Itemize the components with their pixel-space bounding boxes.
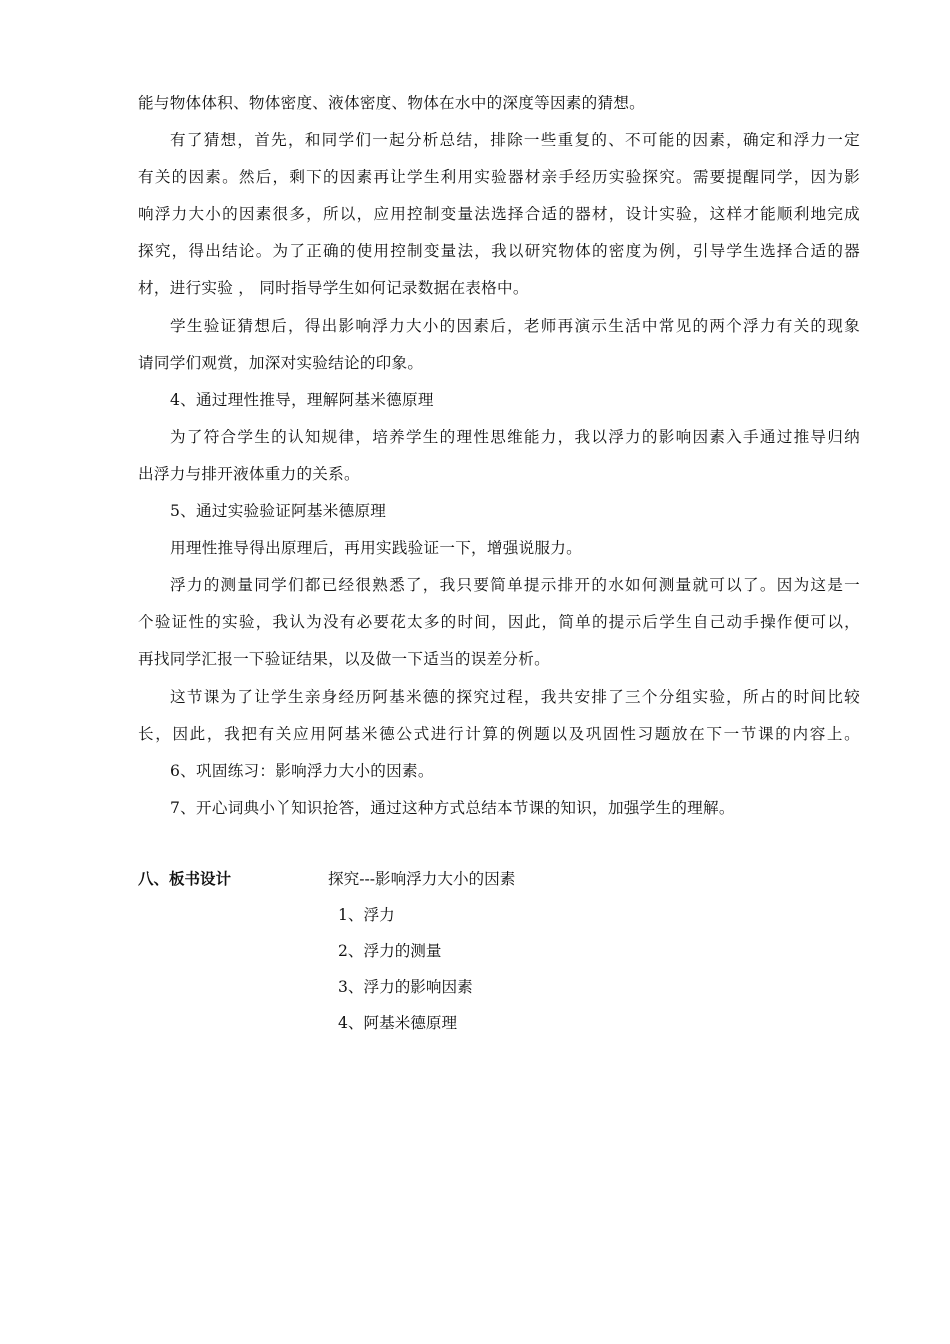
text-line: 探究，得出结论。为了正确的使用控制变量法，我以研究物体的密度为例，引导学生选择合适的器 [138,242,860,261]
board-design-item: 4、阿基米德原理 [338,1014,458,1032]
text-line: 材，进行实验 ， 同时指导学生如何记录数据在表格中。 [138,279,529,298]
board-design-item: 1、浮力 [338,906,395,924]
text-line: 浮力的测量同学们都已经很熟悉了，我只要简单提示排开的水如何测量就可以了。因为这是一 [170,576,860,595]
text-line: 为了符合学生的认知规律，培养学生的理性思维能力，我以浮力的影响因素入手通过推导归纳 [170,427,860,446]
text-line: 5、通过实验验证阿基米德原理 [170,502,387,521]
text-line: 长，因此，我把有关应用阿基米德公式进行计算的例题以及巩固性习题放在下一节课的内容上。 [138,724,860,743]
text-line: 7、开心词典小丫知识抢答，通过这种方式总结本节课的知识，加强学生的理解。 [170,798,735,817]
text-line: 请同学们观赏，加深对实验结论的印象。 [138,353,424,372]
text-line: 用理性推导得出原理后，再用实践验证一下，增强说服力。 [170,539,582,558]
board-design-heading: 八、板书设计 [138,870,232,888]
board-design-title: 探究---影响浮力大小的因素 [328,870,516,888]
text-line: 再找同学汇报一下验证结果，以及做一下适当的误差分析。 [138,650,550,669]
text-line: 6、巩固练习：影响浮力大小的因素。 [170,761,434,780]
text-line: 个验证性的实验，我认为没有必要花太多的时间，因此，简单的提示后学生自己动手操作便可以， [138,613,860,632]
board-design-item: 3、浮力的影响因素 [338,978,473,996]
text-line: 响浮力大小的因素很多，所以，应用控制变量法选择合适的器材，设计实验，这样才能顺利地完成 [138,205,860,224]
body-text [138,94,860,836]
text-line: 学生验证猜想后，得出影响浮力大小的因素后，老师再演示生活中常见的两个浮力有关的现象 [170,316,860,335]
board-design-list [338,906,473,1050]
text-line: 有了猜想，首先，和同学们一起分析总结，排除一些重复的、不可能的因素，确定和浮力一定 [170,131,860,150]
board-design-item: 2、浮力的测量 [338,942,442,960]
text-line: 有关的因素。然后，剩下的因素再让学生利用实验器材亲手经历实验探究。需要提醒同学，因为影 [138,168,860,187]
text-line: 4、通过理性推导，理解阿基米德原理 [170,390,434,409]
text-line: 这节课为了让学生亲身经历阿基米德的探究过程，我共安排了三个分组实验，所占的时间比较 [170,687,860,706]
text-line: 能与物体体积、物体密度、液体密度、物体在水中的深度等因素的猜想。 [138,94,646,112]
text-line: 出浮力与排开液体重力的关系。 [138,464,360,483]
